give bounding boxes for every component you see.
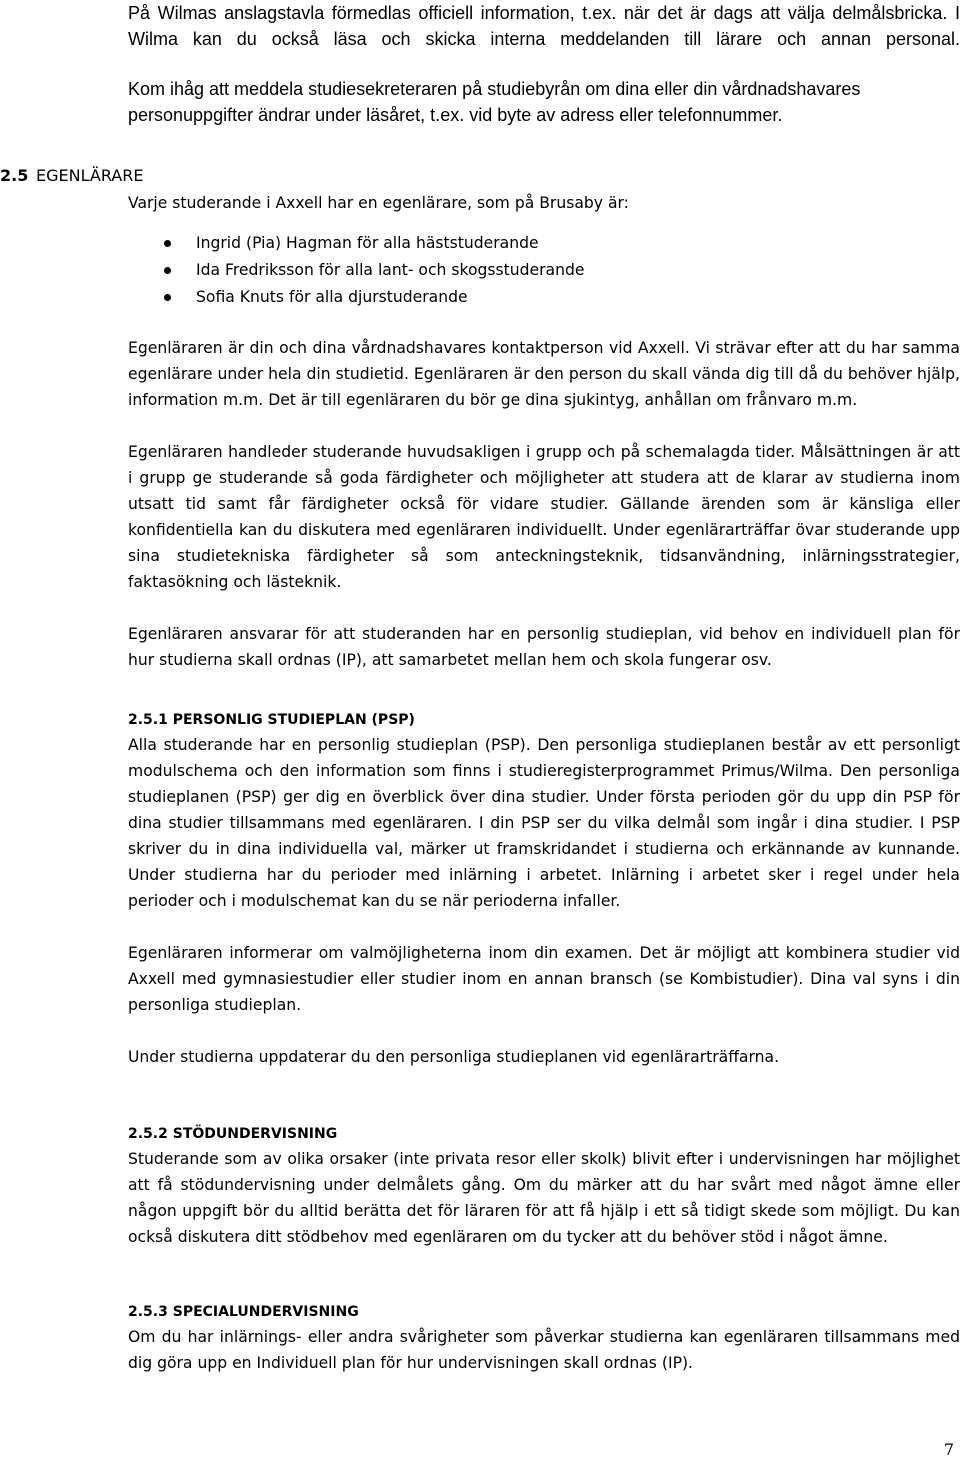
bullet-icon: [164, 267, 171, 274]
egenlarare-paragraph-contact: Egenläraren är din och dina vårdnadshavares kontaktperson vid Axxell. Vi strävar efter att du har samma egenlärare under hela din studietid. Egenläraren är den person du skall vända dig till då du behöver hjälp, information m.m. Det är till egenläraren du bör ge dina sjukintyg, anhållan om frånvaro m.m.: [128, 339, 960, 409]
special-paragraph: Om du har inlärnings- eller andra svårigheter som påverkar studierna kan egenläraren tillsammans med dig göra upp en Individuell plan för hur undervisningen skall ordnas (IP).: [128, 1328, 960, 1372]
special-heading: 2.5.3 SPECIALUNDERVISNING: [128, 1304, 359, 1320]
intro-block: [128, 0, 960, 128]
teacher-list-item: Ida Fredriksson för alla lant- och skogsstuderande: [128, 257, 960, 284]
stod-heading: 2.5.2 STÖDUNDERVISNING: [128, 1126, 338, 1142]
teacher-list-item: Ingrid (Pia) Hagman för alla häststuderande: [128, 230, 960, 257]
section-lead: Varje studerande i Axxell har en egenlärare, som på Brusaby är:: [128, 194, 629, 212]
stod-paragraph: Studerande som av olika orsaker (inte privata resor eller skolk) blivit efter i undervisningen har möjlighet att få stödundervisning under delmålets gång. Om du märker att du har svårt med något ämne eller någon uppgift bör du alltid berätta det för läraren för att få hjälp i ett så tidigt skede som möjligt. Du kan också diskutera ditt stödbehov med egenläraren om du tycker att du behöver stöd i något ämne.: [128, 1150, 960, 1246]
intro-paragraph-wilma: På Wilmas anslagstavla förmedlas officiell information, t.ex. när det är dags att välja delmålsbricka. I Wilma kan du också läsa och skicka interna meddelanden till lärare och annan personal.: [128, 3, 960, 49]
bullet-icon: [164, 240, 171, 247]
egenlarare-paragraph-guidance: Egenläraren handleder studerande huvudsakligen i grupp och på schemalagda tider. Målsättningen är att i grupp ge studerande så goda färdigheter och möjligheter att studera att de klarar av studierna inom utsatt tid samt får färdigheter också för vidare studier. Gällande ärenden som är känsliga eller konfidentiella kan du diskutera med egenläraren individuellt. Under egenlärarträffar övar studerande upp sina studietekniska färdigheter så som anteckningsteknik, tidsanvändning, inlärningsstrategier, faktasökning och lästeknik.: [128, 443, 960, 591]
psp-paragraph-options: Egenläraren informerar om valmöjligheterna inom din examen. Det är möjligt att kombinera studier vid Axxell med gymnasiestudier eller studier inom en annan bransch (se Kombistudier). Dina val syns i din personliga studieplan.: [128, 944, 960, 1014]
psp-heading: 2.5.1 PERSONLIG STUDIEPLAN (PSP): [128, 712, 415, 728]
psp-paragraph-main: Alla studerande har en personlig studieplan (PSP). Den personliga studieplanen består av ett personligt modulschema och den information som finns i studieregisterprogrammet Primus/Wilma. Den personliga studieplanen (PSP) ger dig en överblick över dina studier. Under första perioden gör du upp din PSP för dina studier tillsammans med egenläraren. I din PSP ser du vilka delmål som ingår i dina studier. I PSP skriver du in dina individuella val, märker ut framskridandet i studierna och erkännande av kunnande. Under studierna har du perioder med inlärning i arbetet. Inlärning i arbetet sker i regel under hela perioder och i modulschemat kan du se när perioderna infaller.: [128, 736, 960, 910]
bullet-icon: [164, 294, 171, 301]
egenlarare-paragraph-responsibility: Egenläraren ansvarar för att studeranden har en personlig studieplan, vid behov en individuell plan för hur studierna skall ordnas (IP), att samarbetet mellan hem och skola fungerar osv.: [128, 625, 960, 669]
section-title: EGENLÄRARE: [36, 166, 144, 185]
section-number: 2.5: [0, 166, 29, 185]
special-section: [128, 1300, 960, 1376]
page-number: 7: [943, 1440, 954, 1459]
section-egenlarare-body: [128, 190, 960, 673]
stod-section: [128, 1122, 960, 1250]
intro-paragraph-reminder: Kom ihåg att meddela studiesekreteraren på studiebyrån om dina eller din vårdnadshavares personuppgifter ändrar under läsåret, t.ex. vid byte av adress eller telefonnummer.: [128, 79, 861, 125]
teacher-list: [128, 230, 960, 311]
teacher-list-item: Sofia Knuts för alla djurstuderande: [128, 284, 960, 311]
psp-paragraph-update: Under studierna uppdaterar du den personliga studieplanen vid egenlärarträffarna.: [128, 1048, 780, 1066]
psp-section: [128, 708, 960, 1070]
